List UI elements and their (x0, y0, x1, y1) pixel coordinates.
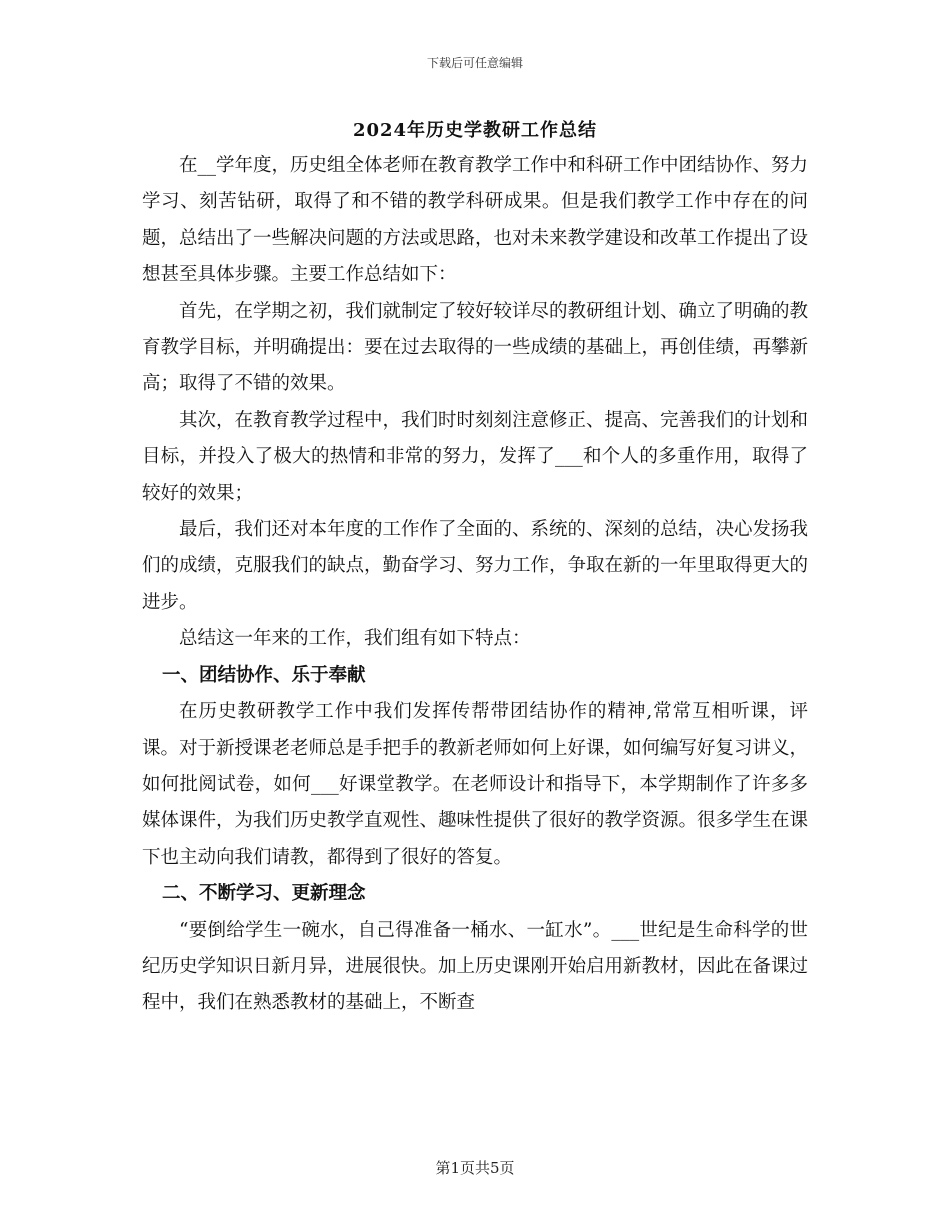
paragraph: “要倒给学生一碗水，自己得准备一桶水、一缸水”。___世纪是生命科学的世纪历史学知识日新月异，进展很快。加上历史课刚开始启用新教材，因此在备课过程中，我们在熟悉教材的基础上，不断查 (142, 919, 809, 1014)
paragraph: 首先，在学期之初，我们就制定了较好较详尽的教研组计划、确立了明确的教育教学目标，并明确提出：要在过去取得的一些成绩的基础上，再创佳绩，再攀新高；取得了不错的效果。 (142, 300, 809, 395)
page-footer: 第1页共5页 (435, 1159, 515, 1177)
paragraph: 在__学年度，历史组全体老师在教育教学工作中和科研工作中团结协作、努力学习、刻苦钻研，取得了和不错的教学科研成果。但是我们教学工作中存在的问题，总结出了一些解决问题的方法或思路，也对未来教学建设和改革工作提出了设想甚至具体步骤。主要工作总结如下： (142, 155, 809, 286)
document-body (142, 148, 808, 1022)
section-heading: 一、团结协作、乐于奉献 (162, 664, 366, 686)
page-header: 下载后可任意编辑 (426, 56, 523, 70)
section-heading: 二、不断学习、更新理念 (162, 883, 366, 905)
paragraph: 在历史教研教学工作中我们发挥传帮带团结协作的精神,常常互相听课，评课。对于新授课老老师总是手把手的教新老师如何上好课，如何编写好复习讲义，如何批阅试卷，如何___好课堂教学。在老师设计和指导下，本学期制作了许多多媒体课件，为我们历史教学直观性、趣味性提供了很好的教学资源。很多学生在课下也主动向我们请教，都得到了很好的答复。 (142, 701, 809, 868)
paragraph: 最后，我们还对本年度的工作作了全面的、系统的、深刻的总结，决心发扬我们的成绩，克服我们的缺点，勤奋学习、努力工作，争取在新的一年里取得更大的进步。 (142, 519, 809, 613)
paragraph: 总结这一年来的工作，我们组有如下特点： (179, 628, 531, 650)
document-title: 2024年历史学教研工作总结 (352, 120, 598, 141)
paragraph: 其次，在教育教学过程中，我们时时刻刻注意修正、提高、完善我们的计划和目标，并投入了极大的热情和非常的努力，发挥了___和个人的多重作用，取得了较好的效果； (142, 409, 809, 504)
